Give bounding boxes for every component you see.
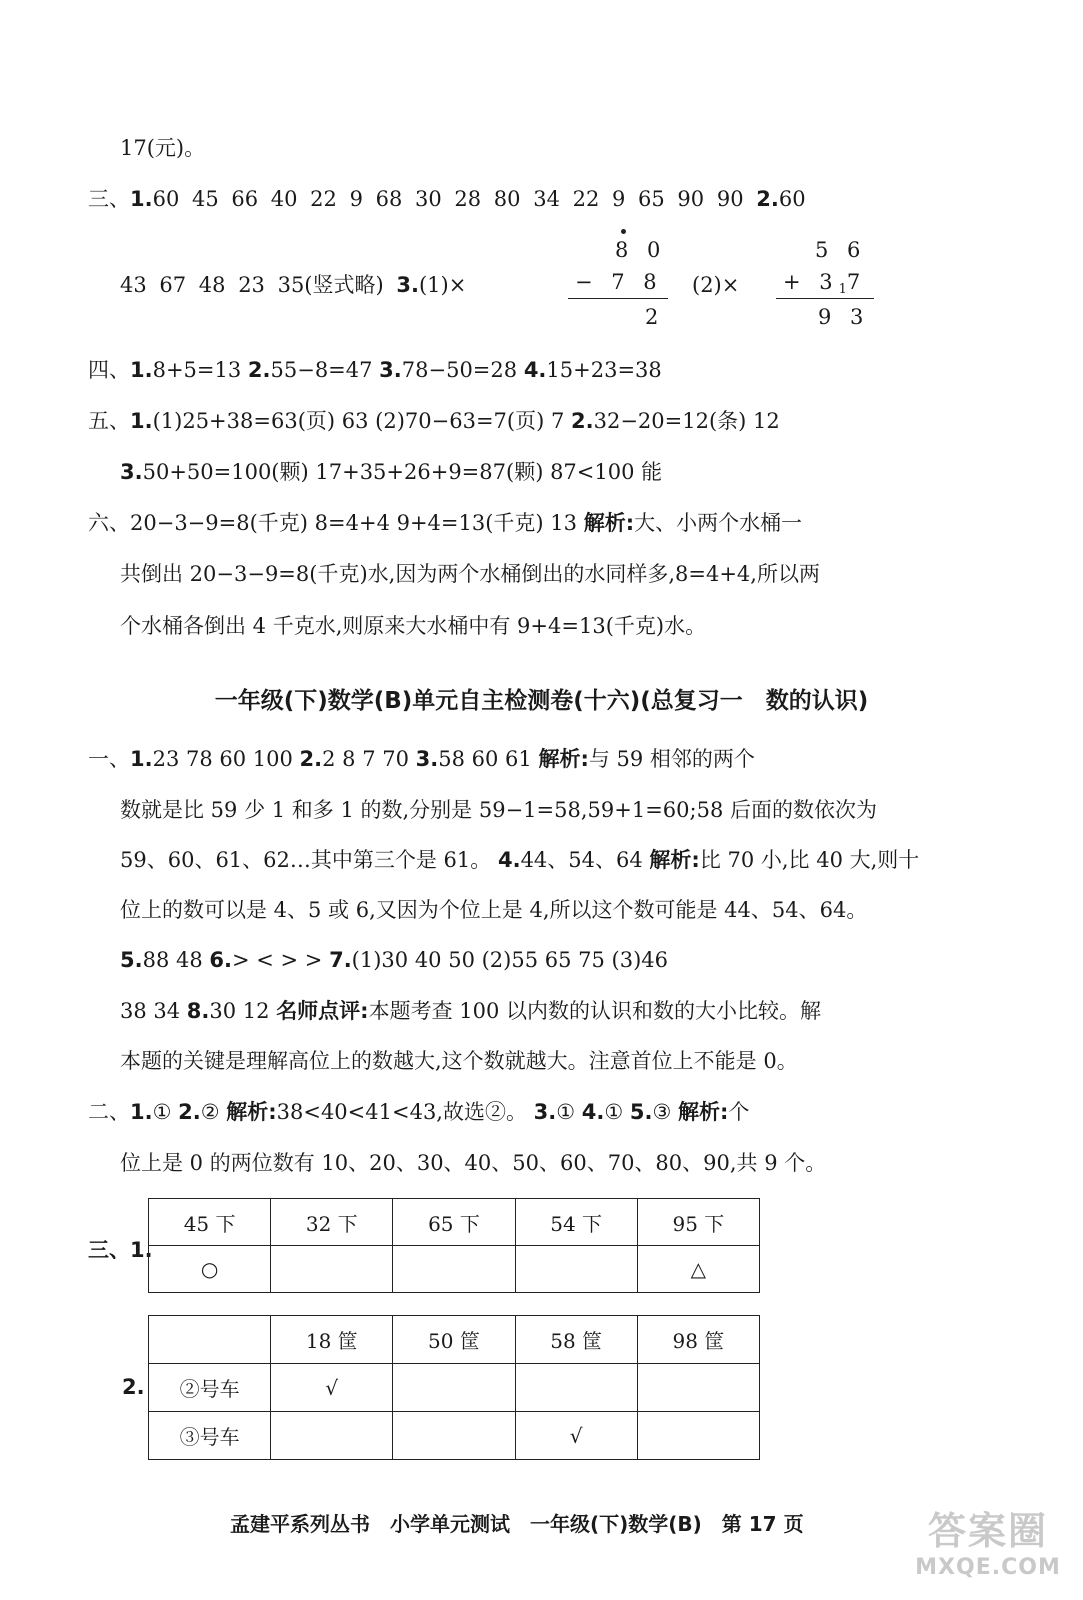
item-number: 1. — [130, 358, 153, 382]
table-cell — [637, 1412, 759, 1460]
table-row — [149, 1412, 760, 1460]
answer-text: 44、54、64 — [520, 848, 650, 872]
text-line: 共倒出 20−3−9=8(千克)水,因为两个水桶倒出的水同样多,8=4+4,所以两 — [120, 562, 820, 586]
answer-text: 50+50=100(颗) 17+35+26+9=87(颗) 87<100 能 — [142, 460, 663, 484]
text-line — [88, 744, 755, 774]
section-marker: 二、 — [88, 1100, 130, 1124]
text-line — [88, 184, 806, 214]
item-number: 4. — [523, 358, 547, 382]
table-cell — [515, 1364, 637, 1412]
text-line: 位上是 0 的两位数有 10、20、30、40、50、60、70、80、90,共 9 个。 — [120, 1151, 827, 1175]
text-line — [88, 1097, 749, 1127]
answer-text: 比 70 小,比 40 大,则十 — [699, 848, 920, 872]
item-number: 3. — [415, 747, 439, 771]
row-header-cell: ②号车 — [149, 1364, 271, 1412]
item-number: 1. — [130, 187, 153, 211]
text-line — [88, 508, 802, 538]
item-number: 2. — [299, 747, 323, 771]
table-cell — [637, 1364, 759, 1412]
item-number: 5. — [629, 1100, 653, 1124]
table-header-cell: 95 下 — [637, 1199, 759, 1246]
line-text: 17(元)。 — [120, 136, 206, 160]
text-line — [120, 945, 668, 975]
table-cell — [515, 1246, 637, 1293]
item-number: 3. — [379, 358, 402, 382]
answer-text: 本题考查 100 以内数的认识和数的大小比较。解 — [368, 999, 822, 1023]
item-number: 2. — [247, 358, 271, 382]
item-number: 4. — [497, 848, 521, 872]
table-header-cell: 58 筐 — [515, 1316, 637, 1364]
table-header-cell: 65 下 — [393, 1199, 515, 1246]
text-line: 位上的数可以是 4、5 或 6,又因为个位上是 4,所以这个数可能是 44、54、64。 — [120, 898, 868, 922]
answer-text: 78−50=28 — [401, 358, 524, 382]
table-cell — [271, 1246, 393, 1293]
answer-text: 38<40<41<43,故选②。 — [276, 1100, 534, 1124]
table-header-cell: 32 下 — [271, 1199, 393, 1246]
item-number: 7. — [329, 948, 352, 972]
text-line — [88, 355, 662, 385]
table-cell — [271, 1412, 393, 1460]
answer-text: ① — [604, 1100, 630, 1124]
watermark-logo — [913, 1500, 1063, 1590]
answer-text: 88 48 — [142, 948, 210, 972]
text-line — [88, 406, 780, 436]
answer-text: ① — [556, 1100, 582, 1124]
calc-rule — [776, 298, 874, 299]
analysis-label: 解析: — [538, 747, 589, 771]
calc-result: 9 3 — [818, 305, 870, 329]
answer-text: (1)30 40 50 (2)55 65 75 (3)46 — [351, 948, 669, 972]
row-header-cell: ③号车 — [149, 1412, 271, 1460]
analysis-label: 解析: — [226, 1100, 277, 1124]
item-number: 1. — [130, 747, 153, 771]
check-mark: √ — [515, 1412, 637, 1460]
answer-text: 32−20=12(条) 12 — [593, 409, 780, 433]
answer-text: ② — [200, 1100, 227, 1124]
answer-text: 30 12 — [209, 999, 277, 1023]
answer-text: 59、60、61、62…其中第三个是 61。 — [120, 848, 498, 872]
text-line: 个水桶各倒出 4 千克水,则原来大水桶中有 9+4=13(千克)水。 — [120, 614, 707, 638]
answer-text: 38 34 — [120, 999, 187, 1023]
table-cell — [393, 1246, 515, 1293]
table-header-cell — [149, 1316, 271, 1364]
text-line — [692, 270, 739, 300]
answer-text: 23 78 60 100 — [152, 747, 300, 771]
item-number: 8. — [186, 999, 210, 1023]
analysis-label: 解析: — [583, 511, 635, 535]
table-header-cell: 98 筐 — [637, 1316, 759, 1364]
item-number: 5. — [120, 948, 143, 972]
calc-mid: − 7 8 — [575, 270, 663, 294]
answer-text: 15+23=38 — [546, 358, 662, 382]
watermark-text: 答案圈 — [927, 1509, 1048, 1553]
borrow-dot — [621, 229, 626, 234]
table-label: 三、1. — [88, 1238, 153, 1262]
table-header-row — [149, 1199, 760, 1246]
text-line — [120, 845, 919, 875]
teacher-comment-label: 名师点评: — [276, 999, 369, 1023]
answer-text: 个 — [728, 1100, 750, 1124]
calc-mid — [783, 270, 866, 297]
calc-result: 2 — [645, 305, 665, 329]
item-number: 2. — [571, 409, 594, 433]
answer-text: 大、小两个水桶一 — [634, 511, 803, 535]
answer-text: (2)× — [692, 273, 740, 297]
text-line — [120, 133, 205, 163]
answer-text: 8+5=13 — [152, 358, 248, 382]
answer-text: 60 45 66 40 22 9 68 30 28 80 34 22 9 65 90 90 — [152, 187, 757, 211]
answer-text: ① — [152, 1100, 179, 1124]
table-header-cell: 18 筐 — [271, 1316, 393, 1364]
answer-text: 与 59 相邻的两个 — [588, 747, 755, 771]
calc-top: 8 0 — [615, 238, 667, 262]
answer-table-2 — [148, 1315, 760, 1460]
answer-text: ③ — [652, 1100, 678, 1124]
table-cell — [393, 1364, 515, 1412]
calc-rule — [568, 298, 668, 299]
answer-text: 43 67 48 23 35(竖式略) — [120, 273, 397, 297]
calc-top: 5 6 — [815, 238, 867, 262]
item-number: 3. — [120, 460, 143, 484]
circle-mark: ○ — [149, 1246, 271, 1293]
check-mark: √ — [271, 1364, 393, 1412]
item-number: 6. — [209, 948, 232, 972]
answer-text: 2 8 7 70 — [322, 747, 416, 771]
answer-text: 六、20−3−9=8(千克) 8=4+4 9+4=13(千克) 13 — [88, 511, 584, 535]
table-header-cell: 54 下 — [515, 1199, 637, 1246]
item-number: 3. — [533, 1100, 557, 1124]
table-cell — [393, 1412, 515, 1460]
triangle-mark: △ — [637, 1246, 759, 1293]
answer-text: 58 60 61 — [438, 747, 539, 771]
answer-table-1 — [148, 1198, 760, 1293]
answer-text: 55−8=47 — [270, 358, 380, 382]
text-line: 本题的关键是理解高位上的数越大,这个数就越大。注意首位上不能是 0。 — [120, 1049, 798, 1073]
answer-text: (1)× — [418, 273, 467, 297]
table-header-row — [149, 1316, 760, 1364]
table-label: 2. — [122, 1375, 145, 1399]
item-number: 4. — [581, 1100, 605, 1124]
analysis-label: 解析: — [677, 1100, 729, 1124]
section-marker: 五、 — [88, 409, 130, 433]
answer-text: > < > > — [231, 948, 330, 972]
item-number: 2. — [756, 187, 779, 211]
analysis-label: 解析: — [649, 848, 700, 872]
text-line: 数就是比 59 少 1 和多 1 的数,分别是 59−1=58,59+1=60;58 后面的数依次为 — [120, 798, 877, 822]
text-line — [120, 270, 466, 300]
section-marker: 一、 — [88, 747, 130, 771]
item-number: 3. — [396, 273, 419, 297]
item-number: 1. — [130, 1100, 153, 1124]
section-heading: 一年级(下)数学(B)单元自主检测卷(十六)(总复习一 数的认识) — [214, 688, 869, 714]
watermark-url: MXQE.COM — [915, 1555, 1061, 1580]
answer-text: 60 — [778, 187, 806, 211]
item-number: 2. — [178, 1100, 201, 1124]
answer-text: (1)25+38=63(页) 63 (2)70−63=7(页) 7 — [152, 409, 571, 433]
item-number: 1. — [130, 409, 153, 433]
table-header-cell: 45 下 — [149, 1199, 271, 1246]
section-marker: 三、 — [88, 187, 130, 211]
table-row — [149, 1364, 760, 1412]
table-row — [149, 1246, 760, 1293]
text-line — [120, 457, 662, 487]
calc-operand: 7 — [846, 270, 867, 294]
section-marker: 四、 — [88, 358, 130, 382]
carry-mark: 1 — [838, 282, 847, 297]
page-footer: 孟建平系列丛书 小学单元测试 一年级(下)数学(B) 第 17 页 — [230, 1512, 804, 1536]
table-header-cell: 50 筐 — [393, 1316, 515, 1364]
text-line — [120, 996, 821, 1026]
calc-operand: + 3 — [783, 270, 839, 294]
